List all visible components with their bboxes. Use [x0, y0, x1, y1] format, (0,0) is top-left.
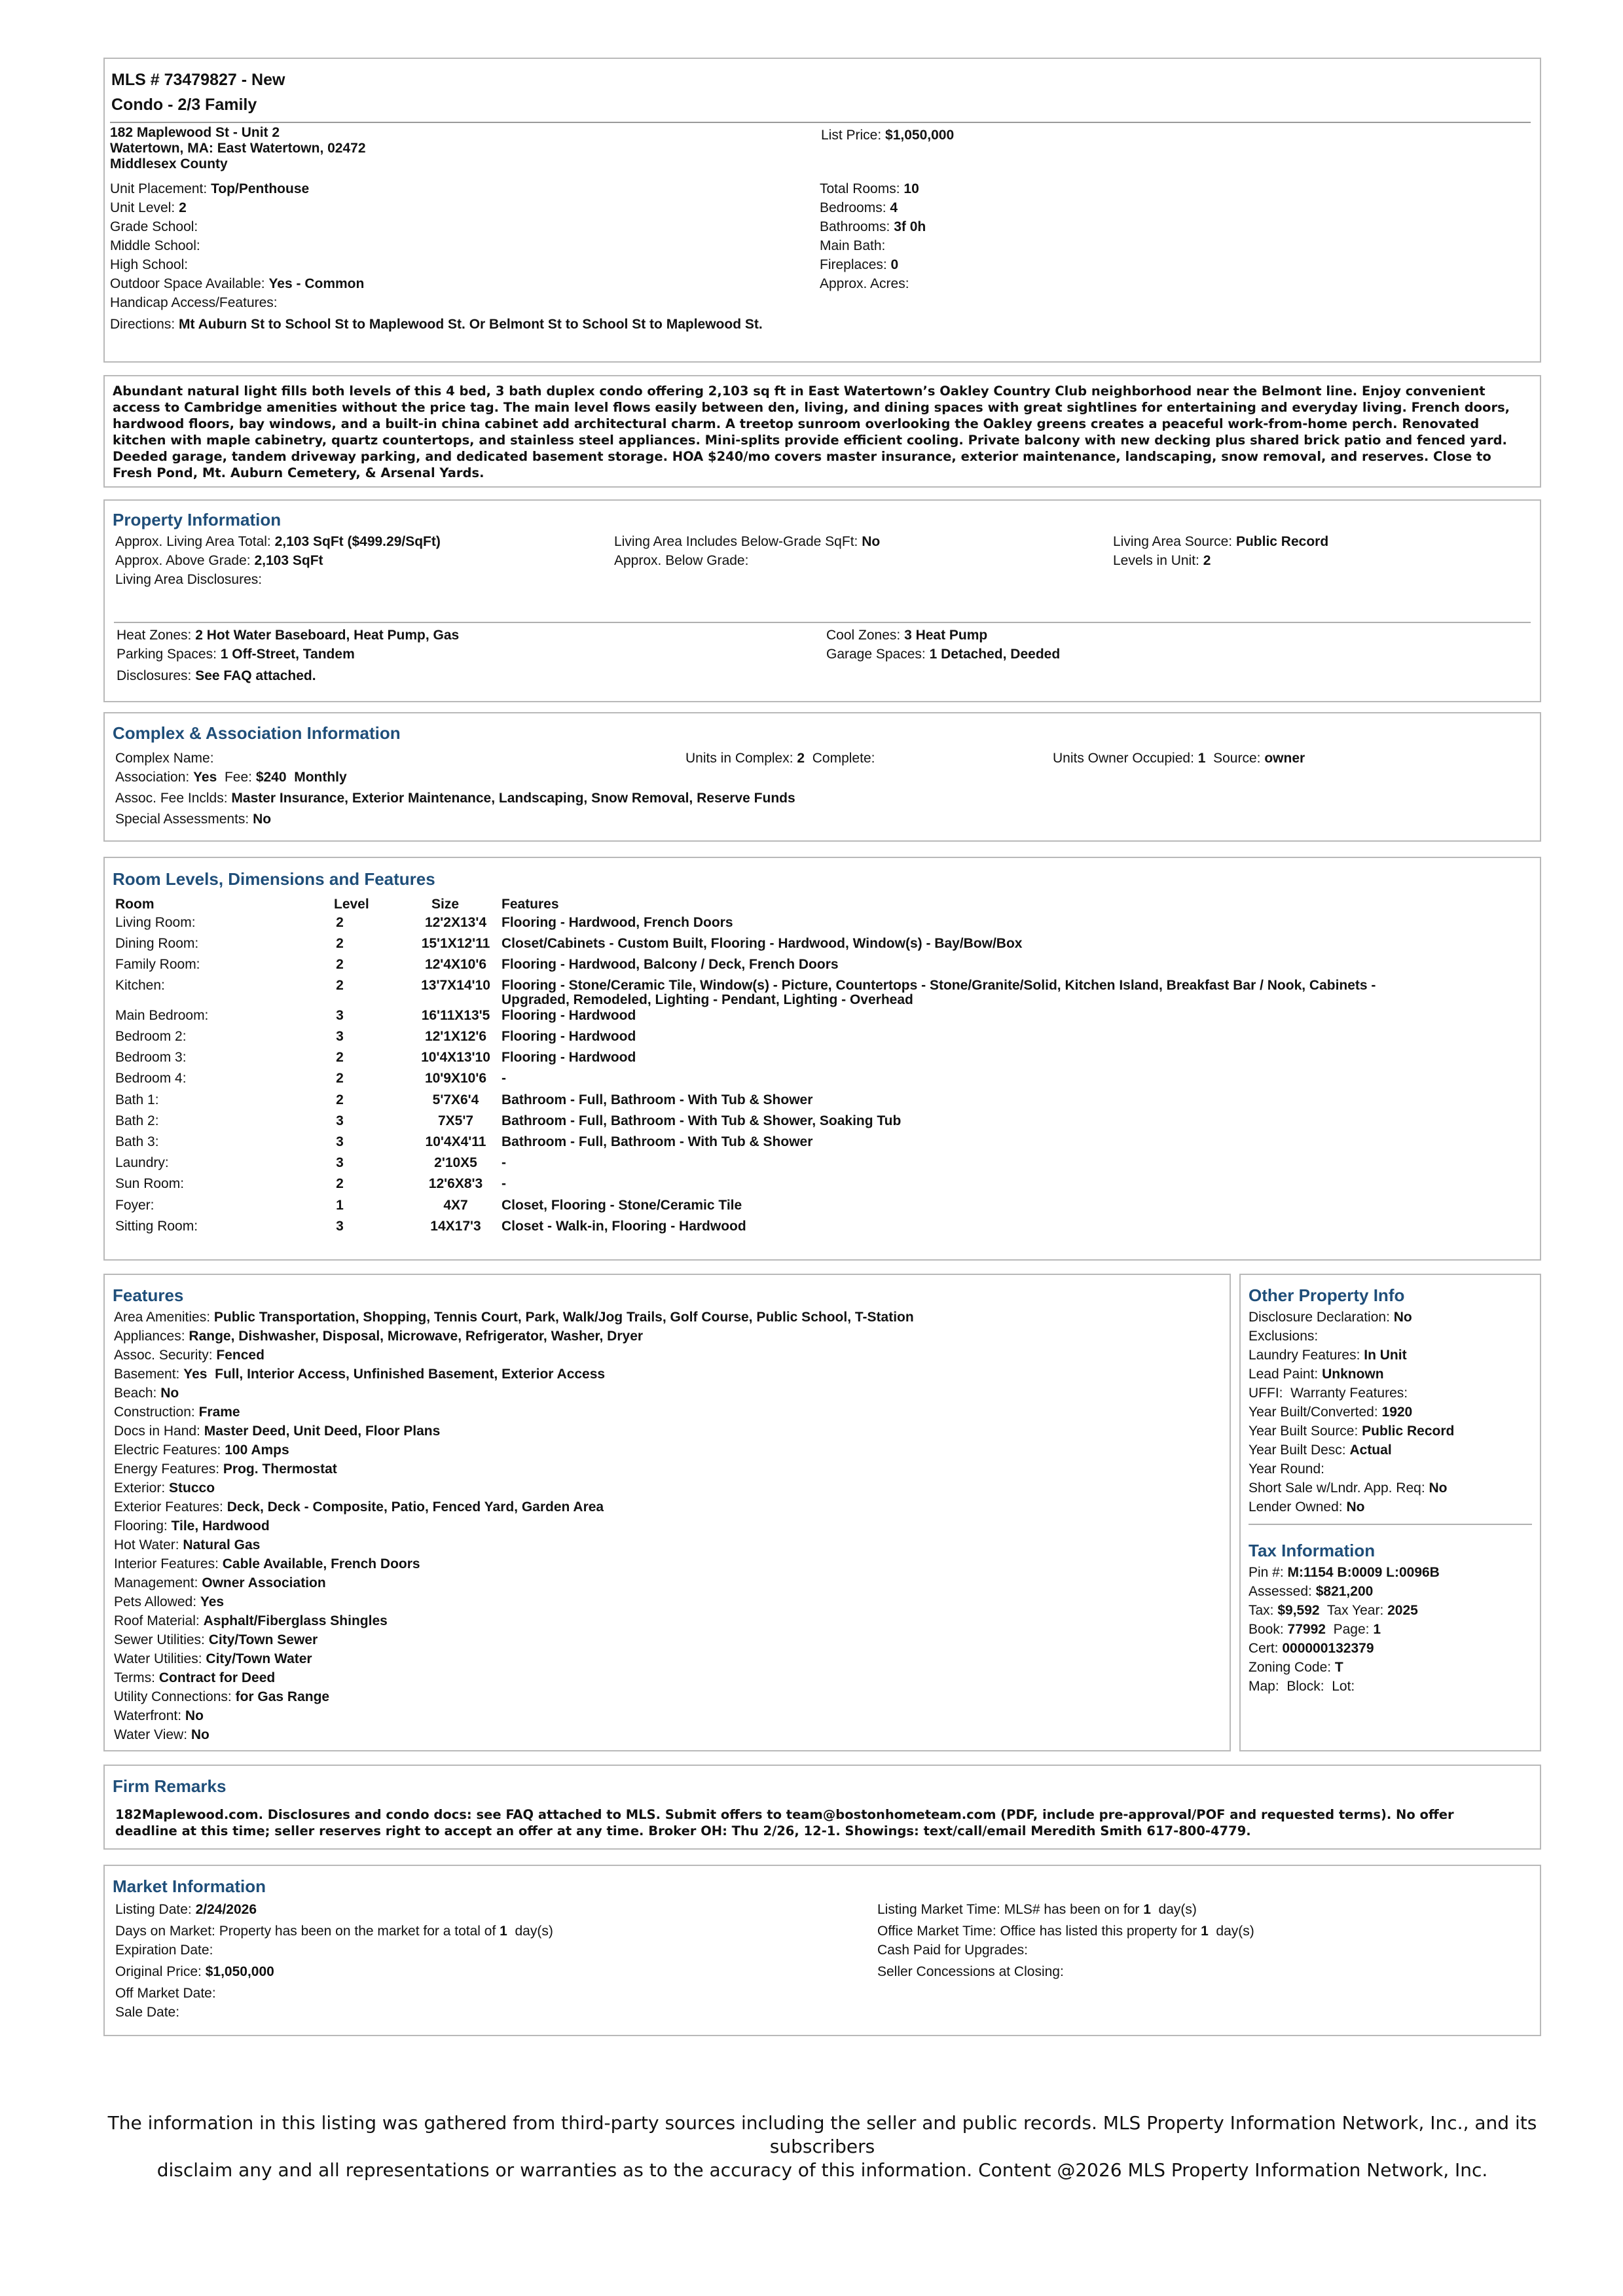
field-complex-name: Complex Name: [115, 751, 214, 766]
field-original-price: Original Price: $1,050,000 [115, 1964, 274, 1979]
other-info-label: Year Round: [1249, 1462, 1328, 1477]
field-bathrooms: Bathrooms: 3f 0h [820, 219, 926, 234]
field-approx-acres: Approx. Acres: [820, 276, 909, 291]
feature-label: Utility Connections: [114, 1689, 236, 1704]
other-info-item [1249, 1346, 1454, 1365]
other-info-item [1249, 1384, 1454, 1403]
field-bedrooms: Bedrooms: 4 [820, 200, 898, 215]
room-row [115, 1092, 1536, 1108]
room-features: Bathroom - Full, Bathroom - With Tub & Shower, Soaking Tub [501, 1113, 902, 1128]
feature-label: Exterior Features: [114, 1499, 227, 1515]
feature-label: Exterior: [114, 1480, 170, 1496]
feature-item [114, 1441, 914, 1460]
room-size: 13'7X14'10 [421, 978, 490, 993]
room-name: Living Room: [115, 915, 196, 930]
room-name: Laundry: [115, 1155, 169, 1170]
room-level: 3 [336, 1155, 344, 1170]
field-high-school: High School: [110, 257, 189, 272]
room-row [115, 1155, 1536, 1171]
field-below-grade-included: Living Area Includes Below-Grade SqFt: No [614, 534, 881, 549]
other-info-item [1249, 1365, 1454, 1384]
room-features: Bathroom - Full, Bathroom - With Tub & Shower [501, 1134, 813, 1149]
field-parking-spaces: Parking Spaces: 1 Off-Street, Tandem [117, 647, 355, 662]
market-information-box [103, 1865, 1541, 2036]
features-box [103, 1274, 1231, 1751]
feature-value: No [191, 1727, 210, 1742]
room-size: 5'7X6'4 [432, 1092, 479, 1107]
room-row [115, 1134, 1536, 1150]
room-level: 2 [336, 1092, 344, 1107]
other-info-item [1249, 1403, 1454, 1422]
other-info-item [1249, 1479, 1454, 1498]
room-size: 16'11X13'5 [421, 1008, 490, 1023]
property-information-box [103, 499, 1541, 702]
field-below-grade: Approx. Below Grade: [614, 553, 749, 568]
room-name: Main Bedroom: [115, 1008, 209, 1023]
features-title: Features [113, 1285, 184, 1305]
room-row [115, 1070, 1536, 1086]
room-features-continued: Upgraded, Remodeled, Lighting - Pendant, Lighting - Overhead [501, 992, 913, 1007]
feature-label: Hot Water: [114, 1537, 183, 1552]
feature-label: Management: [114, 1575, 202, 1590]
mls-number: MLS # 73479827 - New [111, 71, 285, 89]
feature-label: Water View: [114, 1727, 191, 1742]
other-info-item [1249, 1308, 1454, 1327]
header-divider [110, 122, 1531, 123]
room-name: Family Room: [115, 957, 200, 972]
other-info-item [1249, 1422, 1454, 1441]
room-name: Kitchen: [115, 978, 165, 993]
room-size: 7X5'7 [437, 1113, 474, 1128]
field-levels-in-unit: Levels in Unit: 2 [1113, 553, 1211, 568]
feature-label: Basement: [114, 1367, 184, 1382]
room-features: - [501, 1071, 506, 1086]
firm-remarks-title: Firm Remarks [113, 1776, 227, 1796]
field-pin: Pin #: M:1154 B:0009 L:0096B [1249, 1565, 1440, 1580]
address-county: Middlesex County [110, 156, 228, 171]
property-lower-left [117, 626, 459, 685]
field-above-grade: Approx. Above Grade: 2,103 SqFt [115, 553, 323, 568]
property-col-3 [1113, 532, 1328, 570]
other-info-item [1249, 1327, 1454, 1346]
other-info-value: In Unit [1364, 1348, 1407, 1363]
feature-item [114, 1498, 914, 1516]
room-features: Flooring - Hardwood, French Doors [501, 915, 733, 930]
feature-item [114, 1668, 914, 1687]
room-levels-title: Room Levels, Dimensions and Features [113, 869, 435, 889]
other-info-label: Year Built Desc: [1249, 1443, 1350, 1458]
room-level: 2 [336, 936, 344, 951]
feature-label: Area Amenities: [114, 1310, 214, 1325]
room-row [115, 1007, 1536, 1024]
complex-association-title: Complex & Association Information [113, 723, 401, 743]
room-size: 4X7 [443, 1198, 468, 1213]
room-header-level: Level [334, 897, 369, 912]
room-row [115, 977, 1536, 1007]
feature-value: Cable Available, French Doors [222, 1556, 420, 1571]
feature-label: Beach: [114, 1386, 161, 1401]
feature-value: Asphalt/Fiberglass Shingles [203, 1613, 388, 1628]
room-row [115, 1049, 1536, 1066]
address-street: 182 Maplewood St - Unit 2 [110, 125, 280, 140]
feature-label: Terms: [114, 1670, 159, 1685]
listing-header-box [103, 58, 1541, 363]
field-unit-placement: Unit Placement: Top/Penthouse [110, 181, 310, 196]
property-col-2 [614, 532, 880, 570]
room-size: 10'4X4'11 [425, 1134, 486, 1149]
room-name: Bath 3: [115, 1134, 159, 1149]
field-grade-school: Grade School: [110, 219, 198, 234]
room-name: Bath 1: [115, 1092, 159, 1107]
feature-value: Tile, Hardwood [171, 1518, 270, 1534]
other-info-item [1249, 1441, 1454, 1460]
feature-label: Water Utilities: [114, 1651, 206, 1666]
other-info-label: Lead Paint: [1249, 1367, 1322, 1382]
room-size: 12'1X12'6 [424, 1029, 487, 1044]
field-special-assessments: Special Assessments: No [115, 812, 272, 827]
feature-value: Fenced [216, 1348, 264, 1363]
feature-label: Energy Features: [114, 1462, 223, 1477]
field-handicap-access: Handicap Access/Features: [110, 295, 278, 310]
other-info-value: Unknown [1322, 1367, 1384, 1382]
other-property-info-title: Other Property Info [1249, 1285, 1405, 1305]
feature-value: No [185, 1708, 204, 1723]
room-level: 3 [336, 1113, 344, 1128]
list-price-label: List Price: [821, 128, 886, 143]
room-features: Flooring - Stone/Ceramic Tile, Window(s) - Picture, Countertops - Stone/Granite/Solid, Kitchen Island, Breakfast Bar / Nook, Cabinets - [501, 978, 1376, 993]
feature-value: No [160, 1386, 179, 1401]
room-level: 2 [336, 1071, 344, 1086]
field-assessed: Assessed: $821,200 [1249, 1584, 1374, 1599]
disclaimer-footer: The information in this listing was gathered from third-party sources including the seller and public records. MLS Property Information Network, Inc., and its subscribers disclaim any and all representations or warranties as to the accuracy of this information. Content @2026 MLS Property Information Network, Inc. [107, 2112, 1537, 2181]
room-level: 1 [336, 1198, 344, 1213]
field-middle-school: Middle School: [110, 238, 200, 253]
field-unit-level: Unit Level: 2 [110, 200, 187, 215]
feature-label: Waterfront: [114, 1708, 185, 1723]
feature-item [114, 1592, 914, 1611]
features-list [114, 1308, 914, 1744]
feature-label: Flooring: [114, 1518, 172, 1534]
other-info-label: UFFI: Warranty Features: [1249, 1386, 1412, 1401]
field-listing-market-time: Listing Market Time: MLS# has been on for 1 day(s) [877, 1902, 1197, 1917]
room-features: Closet - Walk-in, Flooring - Hardwood [501, 1219, 746, 1234]
room-features: Flooring - Hardwood, Balcony / Deck, French Doors [501, 957, 839, 972]
field-disclosures: Disclosures: See FAQ attached. [117, 668, 316, 683]
room-row [115, 914, 1536, 931]
feature-value: 100 Amps [225, 1443, 289, 1458]
feature-value: Yes Full, Interior Access, Unfinished Basement, Exterior Access [183, 1367, 606, 1382]
property-information-title: Property Information [113, 510, 282, 529]
feature-value: Yes [200, 1594, 225, 1609]
field-map-block-lot: Map: Block: Lot: [1249, 1679, 1355, 1694]
field-outdoor-space: Outdoor Space Available: Yes - Common [110, 276, 365, 291]
room-features: - [501, 1155, 506, 1170]
room-level: 2 [336, 978, 344, 993]
field-main-bath: Main Bath: [820, 238, 886, 253]
other-info-label: Disclosure Declaration: [1249, 1310, 1394, 1325]
field-office-market-time: Office Market Time: Office has listed this property for 1 day(s) [877, 1924, 1254, 1939]
feature-label: Assoc. Security: [114, 1348, 217, 1363]
feature-item [114, 1422, 914, 1441]
market-information-title: Market Information [113, 1876, 266, 1896]
feature-item [114, 1403, 914, 1422]
room-size: 10'9X10'6 [424, 1071, 487, 1086]
room-name: Sun Room: [115, 1176, 185, 1191]
feature-value: Stucco [169, 1480, 215, 1496]
field-days-on-market: Days on Market: Property has been on the market for a total of 1 day(s) [115, 1924, 553, 1939]
feature-item [114, 1346, 914, 1365]
list-price-value: $1,050,000 [885, 128, 955, 143]
room-name: Dining Room: [115, 936, 199, 951]
field-assoc-fee-includes: Assoc. Fee Inclds: Master Insurance, Exterior Maintenance, Landscaping, Snow Removal, Reserve Funds [115, 791, 795, 806]
room-size: 2'10X5 [434, 1155, 477, 1170]
feature-item [114, 1725, 914, 1744]
other-property-info-list [1249, 1308, 1454, 1516]
room-level: 2 [336, 1050, 344, 1065]
field-sale-date: Sale Date: [115, 2005, 183, 2020]
other-info-value: Actual [1349, 1443, 1392, 1458]
field-total-rooms: Total Rooms: 10 [820, 181, 919, 196]
room-features: Flooring - Hardwood [501, 1050, 636, 1065]
field-units-owner-occupied: Units Owner Occupied: 1 Source: owner [1053, 751, 1305, 766]
other-info-divider [1249, 1524, 1532, 1525]
feature-item [114, 1479, 914, 1498]
property-col-1 [115, 532, 441, 589]
feature-item [114, 1365, 914, 1384]
property-lower-right [826, 626, 1060, 664]
tax-information-list [1249, 1563, 1440, 1696]
room-row [115, 956, 1536, 973]
field-book-page: Book: 77992 Page: 1 [1249, 1622, 1381, 1637]
room-size: 15'1X12'11 [421, 936, 490, 951]
room-row [115, 1113, 1536, 1129]
firm-remarks-text: 182Maplewood.com. Disclosures and condo docs: see FAQ attached to MLS. Submit offers to team@bostonhometeam.com (PDF, include pre-approval/POF and requested terms). No offer deadline at this time; seller reserves right to accept an offer at any time. Broker OH: Thu 2/26, 12-1. Showings: text/call/email Meredith Smith 617-800-4779. [115, 1807, 1454, 1839]
address-city: Watertown, MA: East Watertown, 02472 [110, 141, 366, 156]
feature-label: Construction: [114, 1405, 199, 1420]
other-info-label: Year Built Source: [1249, 1424, 1362, 1439]
room-size: 12'2X13'4 [424, 915, 487, 930]
field-cash-paid-upgrades: Cash Paid for Upgrades: [877, 1943, 1032, 1958]
feature-label: Sewer Utilities: [114, 1632, 209, 1647]
field-living-area-disclosures: Living Area Disclosures: [115, 572, 263, 587]
field-cool-zones: Cool Zones: 3 Heat Pump [826, 628, 988, 643]
room-level: 3 [336, 1134, 344, 1149]
room-size: 12'6X8'3 [428, 1176, 483, 1191]
room-level: 3 [336, 1008, 344, 1023]
room-name: Bedroom 4: [115, 1071, 187, 1086]
room-name: Bedroom 3: [115, 1050, 187, 1065]
complex-association-box [103, 712, 1541, 842]
other-info-value: No [1393, 1310, 1412, 1325]
other-info-label: Exclusions: [1249, 1329, 1322, 1344]
other-info-label: Lender Owned: [1249, 1499, 1347, 1515]
feature-item [114, 1649, 914, 1668]
other-info-value: No [1346, 1499, 1365, 1515]
feature-label: Appliances: [114, 1329, 189, 1344]
room-level: 2 [336, 915, 344, 930]
field-cert: Cert: 000000132379 [1249, 1641, 1374, 1656]
field-fireplaces: Fireplaces: 0 [820, 257, 899, 272]
field-association-fee: Association: Yes Fee: $240 Monthly [115, 770, 347, 785]
tax-information-title: Tax Information [1249, 1541, 1376, 1560]
market-right-fields [877, 1900, 1254, 1981]
property-divider [114, 622, 1531, 623]
field-garage-spaces: Garage Spaces: 1 Detached, Deeded [826, 647, 1061, 662]
field-heat-zones: Heat Zones: 2 Hot Water Baseboard, Heat Pump, Gas [117, 628, 460, 643]
public-remarks-box [103, 375, 1541, 488]
room-features: Closet/Cabinets - Custom Built, Flooring - Hardwood, Window(s) - Bay/Bow/Box [501, 936, 1023, 951]
feature-item [114, 1706, 914, 1725]
list-price [821, 127, 954, 143]
other-info-label: Short Sale w/Lndr. App. Req: [1249, 1480, 1429, 1496]
field-zoning-code: Zoning Code: T [1249, 1660, 1343, 1675]
feature-item [114, 1573, 914, 1592]
feature-item [114, 1630, 914, 1649]
room-level: 2 [336, 1176, 344, 1191]
header-left-fields [110, 179, 763, 334]
feature-item [114, 1535, 914, 1554]
feature-label: Pets Allowed: [114, 1594, 200, 1609]
field-listing-date: Listing Date: 2/24/2026 [115, 1902, 257, 1917]
field-living-area-total: Approx. Living Area Total: 2,103 SqFt ($499.29/SqFt) [115, 534, 441, 549]
field-seller-concessions: Seller Concessions at Closing: [877, 1964, 1068, 1979]
feature-value: Natural Gas [183, 1537, 261, 1552]
other-info-item [1249, 1460, 1454, 1479]
room-row [115, 1197, 1536, 1213]
field-off-market-date: Off Market Date: [115, 1986, 220, 2001]
feature-item [114, 1384, 914, 1403]
feature-value: City/Town Sewer [208, 1632, 318, 1647]
feature-value: Deck, Deck - Composite, Patio, Fenced Yard, Garden Area [227, 1499, 604, 1515]
room-row [115, 1175, 1536, 1192]
feature-value: for Gas Range [235, 1689, 330, 1704]
feature-value: Owner Association [202, 1575, 326, 1590]
room-name: Sitting Room: [115, 1219, 198, 1234]
feature-value: Range, Dishwasher, Disposal, Microwave, Refrigerator, Washer, Dryer [189, 1329, 644, 1344]
room-levels-box [103, 857, 1541, 1261]
room-features: Flooring - Hardwood [501, 1008, 636, 1023]
feature-item [114, 1687, 914, 1706]
field-expiration-date: Expiration Date: [115, 1943, 217, 1958]
field-directions: Directions: Mt Auburn St to School St to Maplewood St. Or Belmont St to School St to Maplewood St. [110, 317, 763, 332]
room-features: - [501, 1176, 506, 1191]
field-units-in-complex: Units in Complex: 2 Complete: [685, 751, 879, 766]
room-row [115, 1218, 1536, 1234]
feature-item [114, 1516, 914, 1535]
room-features: Closet, Flooring - Stone/Ceramic Tile [501, 1198, 742, 1213]
feature-item [114, 1308, 914, 1327]
feature-item [114, 1460, 914, 1479]
feature-label: Roof Material: [114, 1613, 204, 1628]
market-left-fields [115, 1900, 553, 2022]
feature-value: Contract for Deed [158, 1670, 276, 1685]
header-right-fields [820, 179, 926, 293]
other-info-value: No [1429, 1480, 1448, 1496]
feature-value: Master Deed, Unit Deed, Floor Plans [204, 1424, 441, 1439]
feature-item [114, 1327, 914, 1346]
feature-value: City/Town Water [206, 1651, 312, 1666]
firm-remarks-box [103, 1765, 1541, 1850]
field-tax: Tax: $9,592 Tax Year: 2025 [1249, 1603, 1418, 1618]
room-level: 3 [336, 1029, 344, 1044]
feature-label: Interior Features: [114, 1556, 223, 1571]
room-table-header [115, 896, 1536, 912]
room-name: Bedroom 2: [115, 1029, 187, 1044]
room-header-size: Size [431, 897, 460, 912]
room-level: 2 [336, 957, 344, 972]
room-row [115, 1028, 1536, 1045]
other-info-value: 1920 [1381, 1405, 1413, 1420]
room-size: 12'4X10'6 [424, 957, 487, 972]
other-info-item [1249, 1498, 1454, 1516]
room-size: 14X17'3 [430, 1219, 481, 1234]
room-features: Bathroom - Full, Bathroom - With Tub & Shower [501, 1092, 813, 1107]
room-header-features: Features [501, 897, 559, 912]
room-header-room: Room [115, 897, 155, 912]
feature-value: Prog. Thermostat [223, 1462, 337, 1477]
public-remarks: Abundant natural light fills both levels of this 4 bed, 3 bath duplex condo offering 2,103 sq ft in East Watertown’s Oakley Country Club neighborhood near the Belmont line. Enjoy convenient access to Cambridge amenities without the price tag. The main level flows easily between den, living, and dining spaces with great sightlines for entertaining and everyday living. French doors, hardwood floors, bay windows, and a built-in china cabinet add architectural charm. A treetop sunroom overlooking the Oakley greens creates a peaceful work-from-home perch. Renovated kitchen with maple cabinetry, quartz countertops, and stainless steel appliances. Mini-splits provide efficient cooling. Private balcony with new decking plus shared brick patio and fenced yard. Deeded garage, tandem driveway parking, and dedicated basement storage. HOA $240/mo covers master insurance, exterior maintenance, landscaping, snow removal, and reserves. Close to Fresh Pond, Mt. Auburn Cemetery, & Arsenal Yards. [113, 384, 1510, 480]
property-type: Condo - 2/3 Family [111, 96, 257, 114]
feature-label: Electric Features: [114, 1443, 225, 1458]
feature-value: Public Transportation, Shopping, Tennis Court, Park, Walk/Jog Trails, Golf Course, Public School, T-Station [213, 1310, 914, 1325]
room-row [115, 935, 1536, 952]
room-level: 3 [336, 1219, 344, 1234]
field-living-area-source: Living Area Source: Public Record [1113, 534, 1329, 549]
feature-value: Frame [198, 1405, 240, 1420]
other-property-info-box [1239, 1274, 1541, 1751]
feature-item [114, 1554, 914, 1573]
room-name: Bath 2: [115, 1113, 159, 1128]
feature-label: Docs in Hand: [114, 1424, 204, 1439]
other-info-label: Laundry Features: [1249, 1348, 1364, 1363]
room-size: 10'4X13'10 [421, 1050, 490, 1065]
room-features: Flooring - Hardwood [501, 1029, 636, 1044]
other-info-label: Year Built/Converted: [1249, 1405, 1382, 1420]
feature-item [114, 1611, 914, 1630]
other-info-value: Public Record [1362, 1424, 1455, 1439]
room-name: Foyer: [115, 1198, 155, 1213]
